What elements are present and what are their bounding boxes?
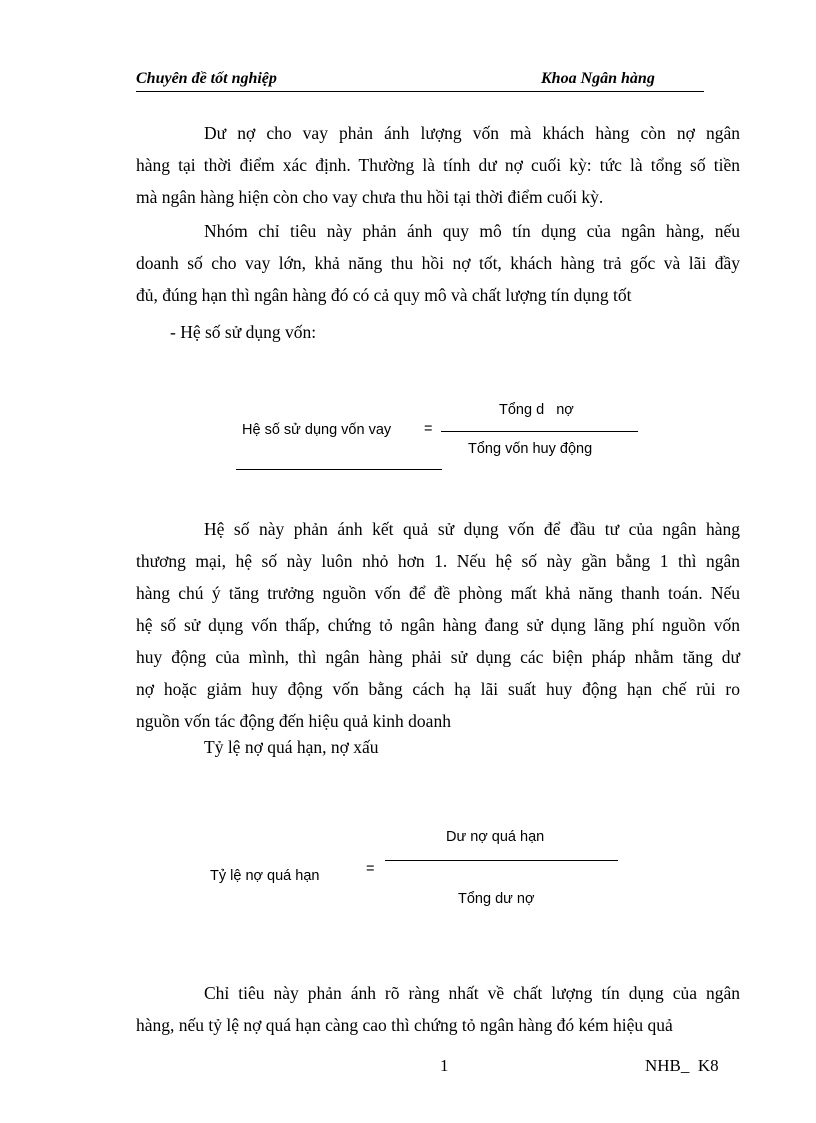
paragraph-line: Hệ số này phản ánh kết quả sử dụng vốn để đầu tư của ngân hàng	[204, 519, 740, 539]
item-heading-loan-usage: - Hệ số sử dụng vốn:	[170, 322, 317, 342]
paragraph-line: huy động của mình, thì ngân hàng phải sử dụng các biện pháp nhằm tăng dư	[136, 647, 740, 667]
paragraph-line: thương mại, hệ số này luôn nhỏ hơn 1. Nếu hệ số này gần bằng 1 thì ngân	[136, 551, 740, 571]
paragraph-line: nguồn vốn tác động đến hiệu quả kinh doanh	[136, 711, 451, 731]
footer-code: NHB_ K8	[645, 1056, 719, 1075]
formula-1-equals: =	[424, 421, 433, 437]
paragraph-3	[136, 513, 740, 737]
paragraph-line: hàng chú ý tăng trưởng nguồn vốn để đề phòng mất khả năng thanh toán. Nếu	[136, 583, 740, 603]
formula-1-denominator: Tổng vốn huy động	[468, 441, 593, 457]
formula-1-underline	[236, 469, 442, 470]
formula-1-label: Hệ số sử dụng vốn vay	[242, 422, 392, 438]
paragraph-line: Dư nợ cho vay phản ánh lượng vốn mà khách hàng còn nợ ngân	[204, 123, 740, 143]
paragraph-line: hàng, nếu tỷ lệ nợ quá hạn càng cao thì chứng tỏ ngân hàng đó kém hiệu quả	[136, 1015, 673, 1035]
formula-2-equals: =	[366, 861, 375, 877]
paragraph-line: Chỉ tiêu này phản ánh rõ ràng nhất về chất lượng tín dụng của ngân	[204, 983, 740, 1003]
paragraph-line: nợ hoặc giảm huy động vốn bằng cách hạ lãi suất huy động hạn chế rủi ro	[136, 679, 740, 699]
paragraph-line: hệ số sử dụng vốn thấp, chứng tỏ ngân hàng đang sử dụng lãng phí nguồn vốn	[136, 615, 740, 635]
formula-1-numerator: Tổng d nợ	[499, 402, 574, 418]
paragraph-line: Nhóm chỉ tiêu này phản ánh quy mô tín dụng của ngân hàng, nếu	[204, 221, 740, 241]
header-left: Chuyên đề tốt nghiệp	[136, 70, 277, 87]
header-right: Khoa Ngân hàng	[541, 70, 655, 87]
paragraph-line: mà ngân hàng hiện còn cho vay chưa thu hồi tại thời điểm cuối kỳ.	[136, 187, 604, 207]
paragraph-1	[136, 117, 740, 213]
formula-2-numerator: Dư nợ quá hạn	[446, 829, 545, 845]
formula-2-fraction-bar	[385, 860, 618, 861]
item-heading-overdue-ratio: Tỷ lệ nợ quá hạn, nợ xấu	[204, 737, 379, 757]
page-number: 1	[440, 1056, 449, 1075]
paragraph-4	[136, 977, 740, 1041]
formula-2-label: Tỷ lệ nợ quá hạn	[210, 868, 320, 884]
paragraph-line: đủ, đúng hạn thì ngân hàng đó có cả quy mô và chất lượng tín dụng tốt	[136, 285, 632, 305]
formula-1-fraction-bar	[441, 431, 638, 432]
paragraph-2	[136, 215, 740, 311]
paragraph-line: doanh số cho vay lớn, khả năng thu hồi nợ tốt, khách hàng trả gốc và lãi đầy	[136, 253, 740, 273]
formula-2-denominator: Tổng dư nợ	[458, 891, 535, 907]
paragraph-line: hàng tại thời điểm xác định. Thường là tính dư nợ cuối kỳ: tức là tổng số tiền	[136, 155, 740, 175]
header-rule	[136, 91, 704, 92]
